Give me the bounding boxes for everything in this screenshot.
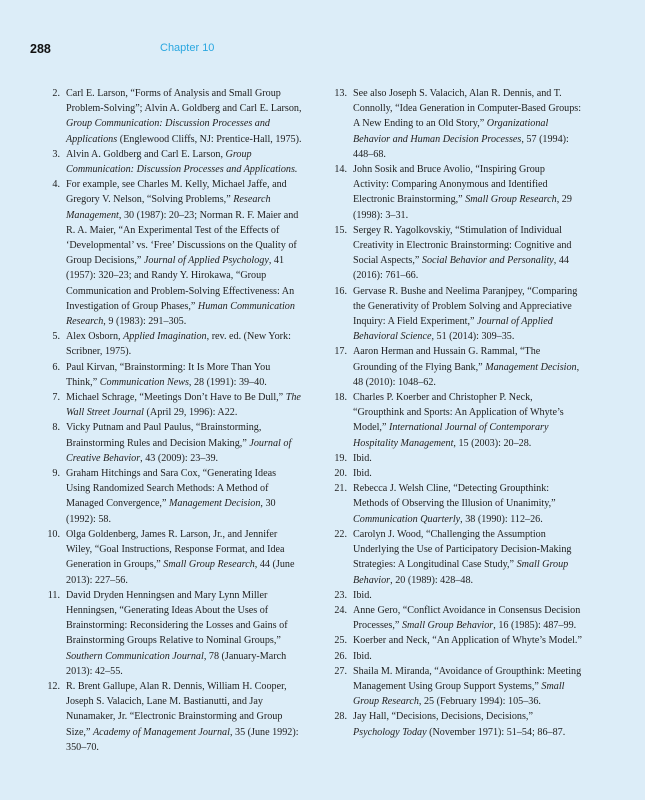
endnote-text [353,344,582,390]
endnote-number: 7. [52,392,60,404]
endnote-text-segment: Alvin A. Goldberg and Carl E. Larson, [66,148,226,160]
endnote-item [30,588,302,679]
endnote-text [353,481,582,527]
endnote-text-segment: , 51 (2014): 309–35. [431,331,515,343]
endnote-number: 19. [334,452,347,464]
endnote-number: 13. [334,88,347,99]
endnote-italic-title: Small Group Behavior [401,620,494,632]
endnote-item [30,177,302,329]
endnote-number: 8. [52,422,60,434]
endnote-text-segment: Gervase R. Bushe and Neelima Paranjpey, “Comparing the Generativity of Problem Solving and Appreciative Inquiry: A Field Experiment,” [353,285,578,328]
endnote-text [66,147,302,177]
endnote-item [30,360,302,390]
endnote-italic-title: Southern Communication Journal [66,650,204,662]
endnote-text-segment: Ibid. [353,650,372,662]
endnote-italic-title: International Journal of Contemporary Hospitality Management [353,422,549,449]
endnote-item [317,162,582,223]
endnote-text-segment: Alex Osborn, [66,331,124,343]
endnote-number: 9. [52,468,60,480]
endnote-text-segment: David Dryden Henningsen and Mary Lynn Miller Henningsen, “Generating Ideas About the Uses of Brainstorming: Reconsidering the Losses and Gains of Brainstorming Groups Relative to Nominal Groups,” [66,589,288,647]
endnote-text-segment: (November 1971): 51–54; 86–87. [426,726,566,738]
endnote-item [317,284,582,345]
endnote-item [30,147,302,177]
endnote-text-segment: Graham Hitchings and Sara Cox, “Generating Ideas Using Randomized Search Methods: A Method of Managed Convergence,” [66,468,277,510]
endnote-text-segment: , 57 (1994): 448–68. [353,133,569,160]
endnote-italic-title: Social Behavior and Personality [421,255,554,267]
endnote-text-segment: , 16 (1985): 487–99. [493,620,577,632]
endnote-number: 24. [334,604,347,616]
endnote-number: 20. [334,468,347,480]
endnote-text-segment: See also Joseph S. Valacich, Alan R. Dennis, and T. Connolly, “Idea Generation in Computer-Based Groups: A New Ending to an Old Story,” [353,88,582,130]
endnote-item [317,588,582,603]
endnote-text-segment: Carolyn J. Wood, “Challenging the Assumption Underlying the Use of Participatory Decision-Making Strategies: A Longitudinal Case Study,” [353,528,572,571]
endnote-italic-title: Communication News [99,376,189,388]
endnote-number: 23. [334,589,347,601]
endnote-text-segment: Anne Gero, “Conflict Avoidance in Consensus Decision Processes,” [353,604,581,632]
endnote-text [66,360,302,390]
endnote-text-segment: , 38 (1990): 112–26. [460,513,543,525]
endnote-italic-title: Communication Quarterly [353,513,461,525]
endnote-text [353,527,582,588]
endnote-text-segment: Jay Hall, “Decisions, Decisions, Decisions,” [353,711,533,723]
endnote-item [30,390,302,420]
endnote-item [317,481,582,527]
endnote-item [317,451,582,466]
endnote-item [30,420,302,466]
endnote-text-segment: , 15 (2003): 20–28. [453,437,532,449]
endnote-text-segment: , 41 (1957): 320–23; and Randy Y. Hirokawa, “Group Communication and Problem-Solving Effectiveness: An Investigation of Group Phases,” [66,255,295,312]
endnote-text-segment: Aaron Herman and Hussain G. Rammal, “The Grounding of the Flying Bank,” [353,346,541,373]
endnote-text [66,679,302,755]
endnote-text-segment: , 25 (February 1994): 105–36. [418,696,541,708]
endnote-text-segment: Charles P. Koerber and Christopher P. Neck, “Groupthink and Sports: An Application of Whyte’s Model,” [353,392,564,434]
endnote-item [317,390,582,451]
endnote-text-segment: , 35 (June 1992): 350–70. [66,726,299,753]
endnote-number: 16. [334,285,347,297]
endnote-italic-title: Journal of Creative Behavior [66,437,292,464]
endnote-italic-title: Journal of Applied Behavioral Science [353,316,553,343]
endnote-number: 28. [334,711,347,723]
endnote-italic-title: Journal of Applied Psychology [143,255,269,267]
endnote-text [353,451,582,466]
endnote-italic-title: Academy of Management Journal [93,726,230,738]
endnote-item [317,649,582,664]
endnote-number: 10. [47,528,60,540]
endnote-text-segment: , 28 (1991): 39–40. [188,376,267,388]
endnote-italic-title: Management Decision [169,498,261,510]
endnote-number: 12. [47,680,60,692]
endnote-item [317,527,582,588]
endnote-item [317,709,582,739]
endnote-text-segment: , 43 (2009): 23–39. [140,452,219,464]
endnote-text [353,162,582,223]
endnote-text-segment: , 78 (January-March 2013): 42–55. [66,650,287,677]
endnote-italic-title: Human Communication Research [66,300,295,328]
endnote-text [353,588,582,603]
endnote-number: 4. [52,179,60,191]
endnote-item [317,664,582,710]
endnote-text-segment: Paul Kirvan, “Brainstorming: It Is More Than You Think,” [66,361,271,388]
endnote-number: 14. [334,164,347,176]
endnote-text-segment: Shaila M. Miranda, “Avoidance of Groupthink: Meeting Management Using Group Support Systems,” [353,665,582,692]
endnote-text [66,527,302,588]
endnote-text [353,466,582,481]
endnote-italic-title: Psychology Today [353,726,427,738]
endnote-text [353,223,582,284]
endnote-text-segment: Ibid. [353,589,372,601]
endnote-text-segment: , 48 (2010): 1048–62. [353,361,580,388]
endnote-text-segment: , rev. ed. (New York: Scribner, 1975). [66,331,291,358]
chapter-title: Chapter 10 [160,42,215,54]
endnote-italic-title: Small Group Research [465,194,557,206]
endnote-text-segment: , 20 (1989): 428–48. [390,574,474,586]
endnote-italic-title: Applied Imagination [123,331,207,343]
endnote-item [30,679,302,755]
endnotes-column-left [30,86,302,755]
endnote-italic-title: Group Communication: Discussion Processes and Applications [66,118,270,145]
endnote-text [353,390,582,451]
endnote-number: 17. [334,346,347,358]
endnote-text [66,390,302,420]
endnote-text [353,709,582,739]
endnote-italic-title: Research Management [66,194,271,221]
endnote-text-segment: , 29 (1998): 3–31. [353,194,572,221]
endnote-italic-title: Small Group Behavior [353,559,569,586]
endnote-italic-title: Small Group Research [163,559,255,571]
endnote-item [30,329,302,359]
endnote-text-segment: (Englewood Cliffs, NJ: Prentice-Hall, 1975). [117,133,302,145]
endnote-number: 18. [334,392,347,404]
endnote-text-segment: , 9 (1983): 291–305. [103,316,187,328]
endnote-number: 5. [52,331,60,343]
endnote-text-segment: Vicky Putnam and Paul Paulus, “Brainstorming, Brainstorming Rules and Decision Making,” [66,422,262,449]
endnote-text-segment: Olga Goldenberg, James R. Larson, Jr., and Jennifer Wiley, “Goal Instructions, Response Format, and Idea Generation in Groups,” [66,528,285,571]
endnote-number: 15. [334,224,347,236]
endnote-item [30,86,302,147]
endnote-text-segment: , 30 (1987): 20–23; Norman R. F. Maier and R. A. Maier, “An Experimental Test of the Effects of ‘Developmental’ vs. ‘Free’ Discussions on the Quality of Group Decisions,” [66,209,299,267]
endnote-text [66,466,302,527]
endnote-italic-title: Small Group Research [353,680,565,708]
endnote-italic-title: Management Decision [485,361,577,373]
endnote-italic-title: The Wall Street Journal [66,392,301,419]
endnote-text-segment: R. Brent Gallupe, Alan R. Dennis, William H. Cooper, Joseph S. Valacich, Lane M. Bastianutti, and Jay Nunamaker, Jr. “Electronic Brainstorming and Group Size,” [66,680,287,738]
endnote-item [317,223,582,284]
endnote-item [317,344,582,390]
endnote-text-segment: Michael Schrage, “Meetings Don’t Have to Be Dull,” [66,392,286,404]
endnote-text-segment: Ibid. [353,452,372,464]
endnote-text-segment: (April 29, 1996): A22. [144,407,238,419]
endnote-number: 25. [334,635,347,647]
endnote-text [353,603,582,633]
endnote-number: 21. [334,483,347,495]
endnote-item [317,603,582,633]
endnote-text [66,177,302,329]
endnote-item [317,466,582,481]
endnote-text-segment: John Sosik and Bruce Avolio, “Inspiring Group Activity: Comparing Anonymous and Identified Electronic Brainstorming,” [353,164,548,206]
endnote-item [317,633,582,648]
endnote-number: 2. [52,88,60,99]
endnote-italic-title: Organizational Behavior and Human Decision Processes [353,118,549,145]
endnote-text [353,86,582,162]
endnote-text [353,649,582,664]
endnote-number: 11. [47,589,60,601]
endnotes-column-right [317,86,582,740]
endnote-text-segment: Ibid. [353,468,372,480]
endnote-number: 26. [334,650,347,662]
endnote-text [353,664,582,710]
endnote-text-segment: Koerber and Neck, “An Application of Whyte’s Model.” [353,635,582,647]
endnote-number: 6. [52,361,60,373]
endnote-number: 22. [334,528,347,540]
page-number: 288 [30,42,51,56]
endnote-text [353,284,582,345]
endnote-item [317,86,582,162]
endnote-text-segment: , 30 (1992): 58. [66,498,276,525]
endnote-item [30,466,302,527]
endnote-text-segment: Sergey R. Yagolkovskiy, “Stimulation of Individual Creativity in Electronic Brainstorming: Cognitive and Social Aspects,” [353,224,572,267]
endnote-text [66,588,302,679]
endnote-text-segment: , 44 (June 2013): 227–56. [66,559,295,586]
endnote-number: 27. [334,665,347,677]
endnote-text-segment: For example, see Charles M. Kelly, Michael Jaffe, and Gregory V. Nelson, “Solving Problems,” [66,179,287,206]
endnote-item [30,527,302,588]
endnote-text [353,633,582,648]
endnote-text [66,329,302,359]
endnote-text [66,86,302,147]
endnote-text-segment: , 44 (2016): 761–66. [353,255,569,282]
endnote-text [66,420,302,466]
endnote-text-segment: Carl E. Larson, “Forms of Analysis and Small Group Problem-Solving”; Alvin A. Goldberg and Carl E. Larson, [66,88,302,115]
endnote-number: 3. [52,148,60,160]
endnote-italic-title: Group Communication: Discussion Processes and Applications. [66,148,298,176]
endnote-text-segment: Rebecca J. Welsh Cline, “Detecting Groupthink: Methods of Observing the Illusion of Unanimity,” [353,483,556,510]
